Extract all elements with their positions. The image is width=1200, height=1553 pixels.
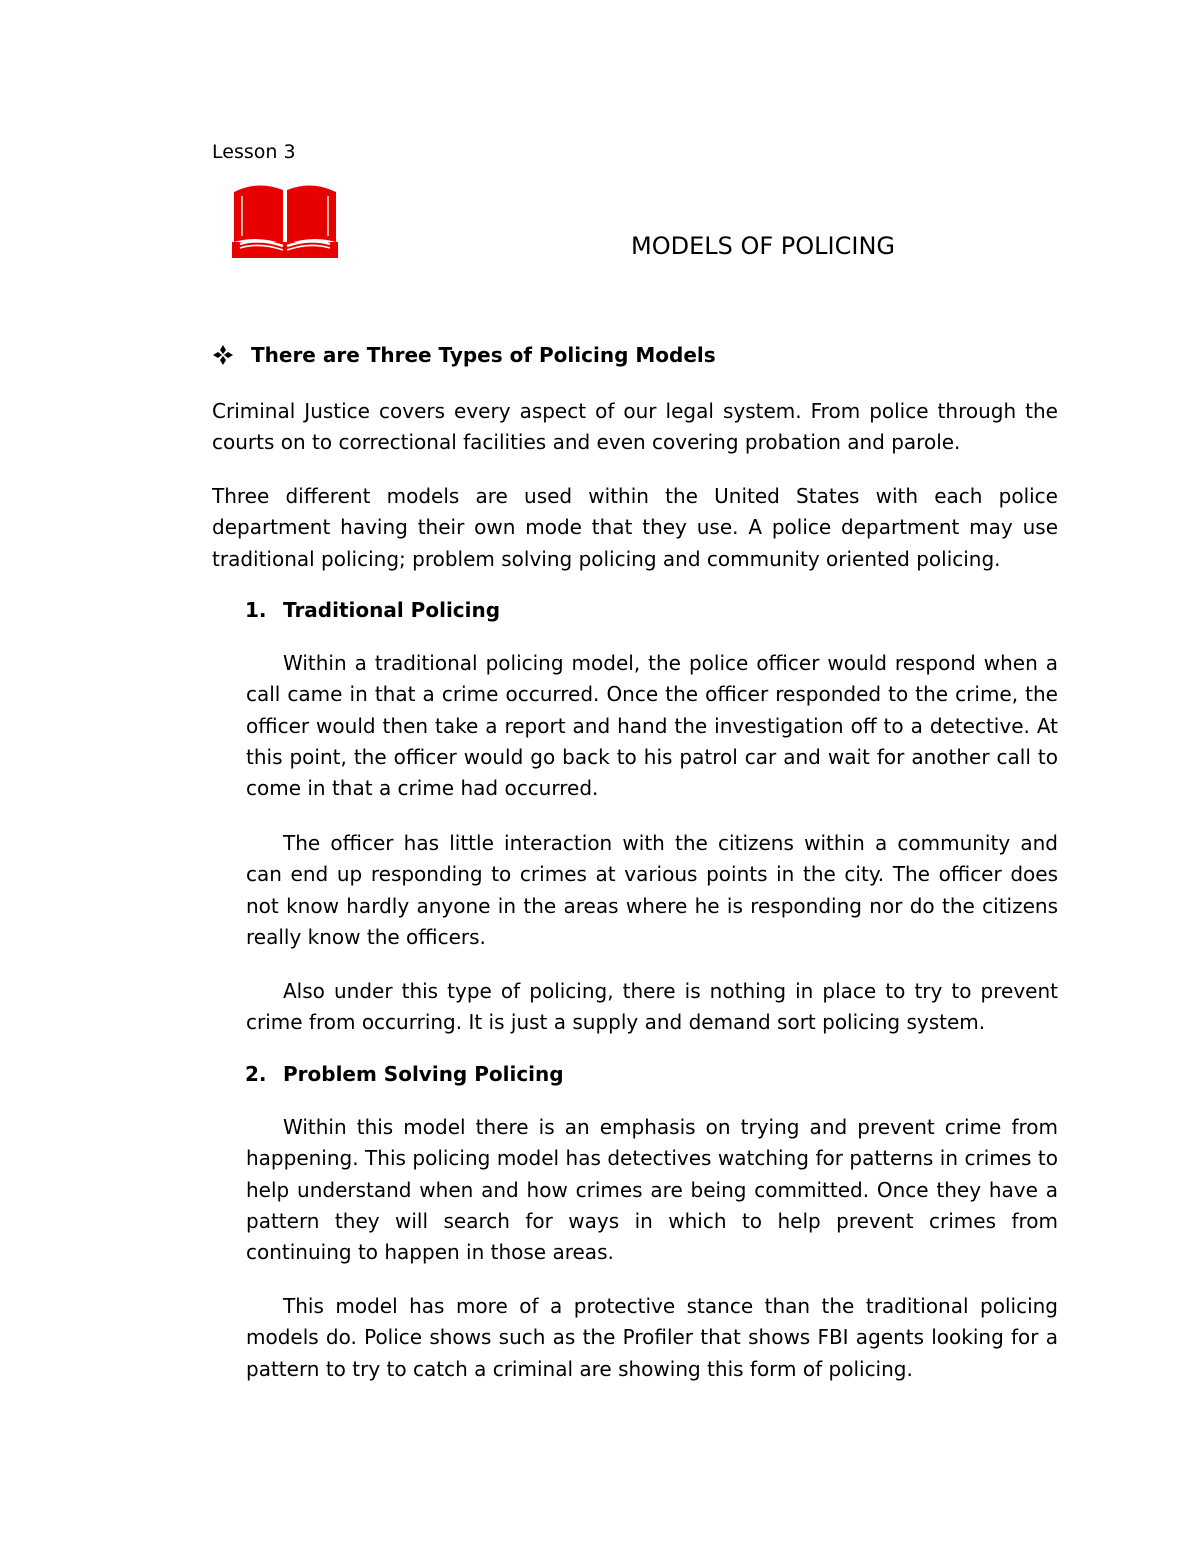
lesson-label: Lesson 3 xyxy=(212,141,296,163)
section-paragraph: Within a traditional policing model, the police officer would respond when a call came in that a crime occurred. Once the officer responded to the crime, the officer would then take a report and hand the investigation off to a detective. At this point, the officer would go back to his patrol car and wait for another call to come in that a crime had occurred. xyxy=(246,651,1058,801)
intro-paragraph: Three different models are used within the United States with each police department having their own mode that they use. A police department may use traditional policing; problem solving policing and community oriented policing. xyxy=(212,484,1058,571)
section-heading-problem-solving-policing xyxy=(245,1062,564,1086)
bullet-heading-text: There are Three Types of Policing Models xyxy=(251,343,716,367)
document-title: MODELS OF POLICING xyxy=(631,232,895,260)
section-paragraph: This model has more of a protective stance than the traditional policing models do. Police shows such as the Profiler that shows FBI agents looking for a pattern to try to catch a criminal are showing this form of policing. xyxy=(246,1294,1058,1381)
section-title: Traditional Policing xyxy=(283,598,501,622)
section-heading-traditional-policing xyxy=(245,598,500,622)
section-paragraph: The officer has little interaction with the citizens within a community and can end up responding to crimes at various points in the city. The officer does not know hardly anyone in the areas where he is responding nor do the citizens really know the officers. xyxy=(246,831,1058,949)
section-paragraph: Also under this type of policing, there is nothing in place to try to prevent crime from occurring. It is just a supply and demand sort policing system. xyxy=(246,979,1058,1035)
section-title: Problem Solving Policing xyxy=(283,1062,564,1086)
intro-paragraph: Criminal Justice covers every aspect of our legal system. From police through the courts on to correctional facilities and even covering probation and parole. xyxy=(212,399,1058,455)
section-number: 1. xyxy=(245,598,267,622)
section-paragraph: Within this model there is an emphasis on trying and prevent crime from happening. This policing model has detectives watching for patterns in crimes to help understand when and how crimes are being committed. Once they have a pattern they will search for ways in which to help prevent crimes from continuing to happen in those areas. xyxy=(246,1115,1058,1265)
bullet-heading xyxy=(212,343,716,367)
section-number: 2. xyxy=(245,1062,267,1086)
four-diamond-bullet-icon xyxy=(212,344,234,366)
open-book-icon xyxy=(232,182,338,258)
